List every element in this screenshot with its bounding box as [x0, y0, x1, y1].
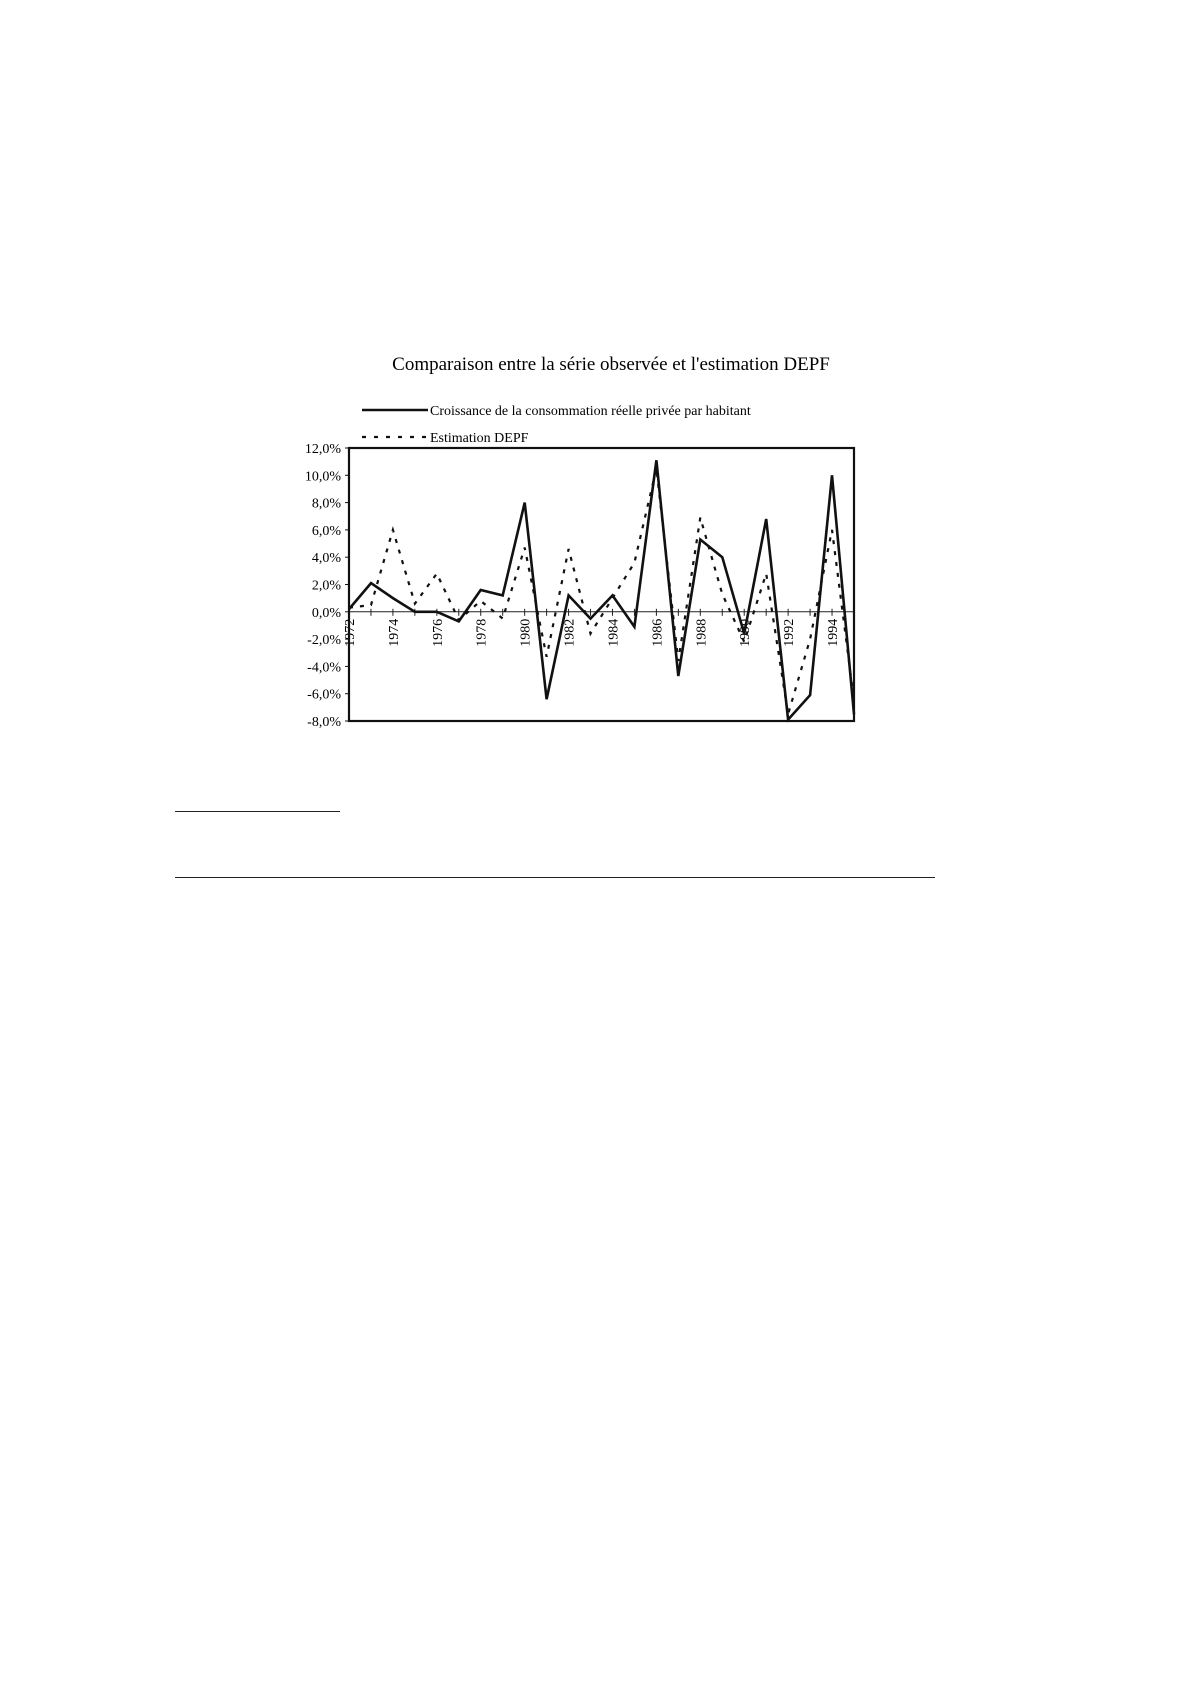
series-line-estimation — [349, 469, 854, 715]
footnote-separator — [175, 811, 340, 812]
y-tick-label: 12,0% — [304, 442, 341, 457]
y-tick-label: -8,0% — [307, 715, 341, 730]
x-tick-label: 1986 — [650, 618, 666, 647]
x-tick-label: 1978 — [474, 618, 490, 647]
y-tick-label: -6,0% — [307, 687, 341, 703]
y-tick-label: 0,0% — [311, 605, 341, 621]
y-tick-label: -2,0% — [307, 633, 341, 649]
x-tick-label: 1994 — [826, 618, 842, 647]
y-tick-label: 8,0% — [311, 496, 341, 512]
series-lines — [349, 460, 854, 719]
x-tick-label: 1976 — [430, 618, 446, 647]
x-tick-label: 1982 — [562, 618, 578, 647]
y-tick-label: -4,0% — [307, 660, 341, 676]
plot-area-frame — [349, 448, 854, 721]
x-tick-label: 1980 — [518, 618, 534, 647]
x-tick-label: 1988 — [694, 618, 710, 647]
y-tick-label: 4,0% — [311, 551, 341, 567]
x-tick-label: 1992 — [782, 618, 798, 647]
x-tick-label: 1984 — [606, 618, 622, 647]
bottom-rule — [175, 877, 935, 878]
x-tick-label: 1990 — [738, 618, 754, 647]
x-tick-label: 1974 — [386, 618, 402, 647]
y-tick-label: 2,0% — [311, 578, 341, 594]
y-tick-label: 6,0% — [311, 523, 341, 539]
y-tick-label: 10,0% — [304, 469, 341, 485]
legend — [362, 404, 751, 446]
y-axis-tick-labels — [305, 442, 349, 730]
series-line-observed — [349, 460, 854, 719]
legend-label-estimation: Estimation DEPF — [430, 431, 529, 446]
legend-label-observed: Croissance de la consommation réelle privée par habitant — [430, 404, 751, 419]
x-tick-label: 1972 — [343, 618, 358, 647]
chart-title: Comparaison entre la série observée et l'estimation DEPF — [392, 354, 830, 375]
